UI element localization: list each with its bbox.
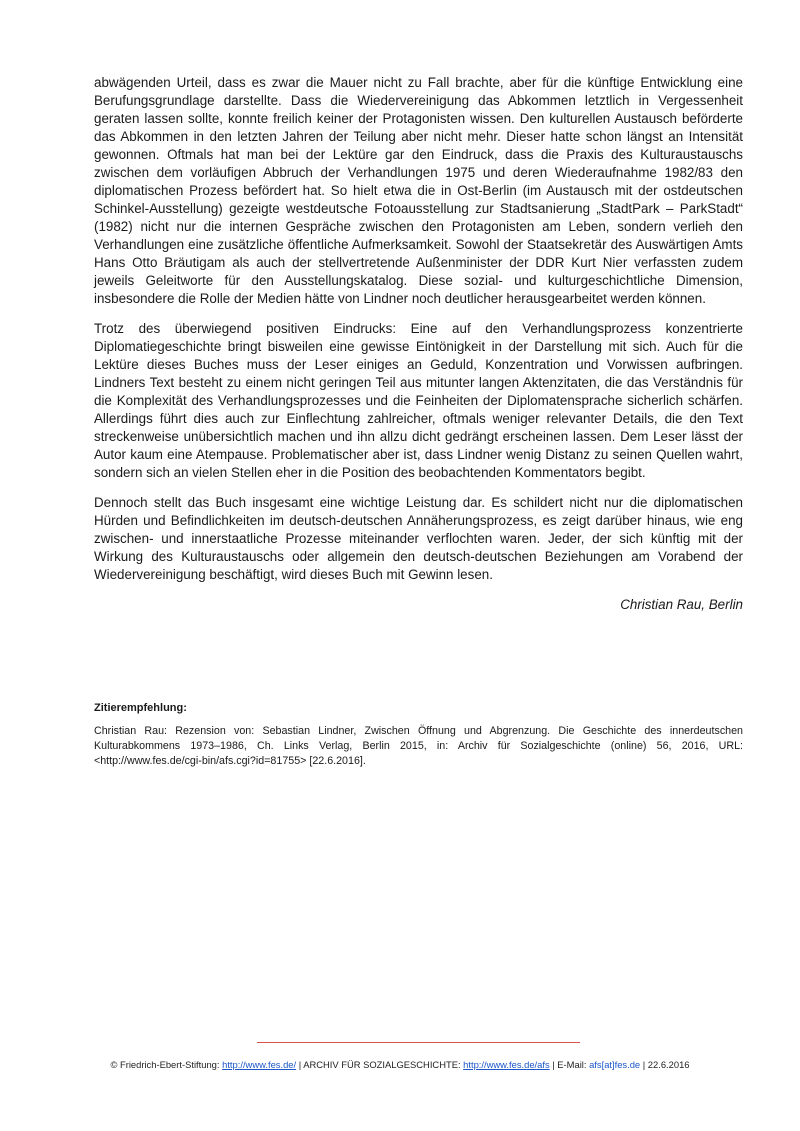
author-signature: Christian Rau, Berlin [620,597,743,612]
paragraph: abwägenden Urteil, dass es zwar die Mauer nicht zu Fall brachte, aber für die künftige Entwicklung eine Berufungsgrundlage darstellte. Dass die Wiedervereinigung das Abkommen letztlich in Vergessenheit geraten lassen sollte, konnte freilich keiner der Protagonisten wissen. Den kulturellen Austausch beförderte das Abkommen in den letzten Jahren der Teilung aber nicht mehr. Dieser hatte schon längst an Intensität gewonnen. Oftmals hat man bei der Lektüre gar den Eindruck, dass die Praxis des Kulturaustauschs zwischen dem vorläufigen Abbruch der Verhandlungen 1975 und deren Wiederaufnahme 1982/83 den diplomatischen Prozess befördert hat. So hielt etwa die in Ost-Berlin (im Austausch mit der ostdeutschen Schinkel-Ausstellung) gezeigte westdeutsche Fotoausstellung zur Stadtsanierung „StadtPark – ParkStadt“ (1982) nicht nur die internen Gespräche zwischen den Protagonisten am Leben, sondern verlieh den Verhandlungen eine zusätzliche öffentliche Aufmerksamkeit. Sowohl der Staatsekretär des Auswärtigen Amts Hans Otto Bräutigam als auch der stellvertretende Außenminister der DDR Kurt Nier verfassten zudem jeweils Geleitworte für den Ausstellungskatalog. Diese sozial- und kulturgeschichtliche Dimension, insbesondere die Rolle der Medien hätte von Lindner noch deutlicher herausgearbeitet werden können. [94,75,743,306]
citation-heading: Zitierempfehlung: [94,702,187,714]
footer-divider [257,1042,580,1043]
footer-email-label: | E-Mail: [549,1059,590,1070]
footer-copyright: © Friedrich-Ebert-Stiftung: [110,1059,223,1070]
footer-date: | 22.6.2016 [640,1059,690,1070]
footer-link-afs[interactable]: http://www.fes.de/afs [463,1059,550,1070]
citation-text: Christian Rau: Rezension von: Sebastian Lindner, Zwischen Öffnung und Abgrenzung. Die Geschichte des innerdeutschen Kulturabkommens 1973–1986, Ch. Links Verlag, Berlin 2015, in: Archiv für Sozialgeschichte (online) 56, 2016, URL: <http://www.fes.de/cgi-bin/afs.cgi?id=81755> [22.6.2016]. [94,725,743,767]
article-body [94,74,743,614]
page-footer [0,1059,800,1071]
footer-link-fes[interactable]: http://www.fes.de/ [222,1059,297,1070]
paragraph: Dennoch stellt das Buch insgesamt eine wichtige Leistung dar. Es schildert nicht nur die diplomatischen Hürden und Befindlichkeiten im deutsch-deutschen Annäherungsprozess, es zeigt darüber hinaus, wie eng zwischen- und innerstaatliche Prozesse miteinander verflochten waren. Jeder, der sich künftig mit der Wirkung des Kulturaustauschs oder allgemein den deutsch-deutschen Beziehungen am Vorabend der Wiedervereinigung beschäftigt, wird dieses Buch mit Gewinn lesen. [94,495,743,582]
paragraph: Trotz des überwiegend positiven Eindrucks: Eine auf den Verhandlungsprozess konzentrierte Diplomatiegeschichte bringt bisweilen eine gewisse Eintönigkeit in der Darstellung mit sich. Auch für die Lektüre dieses Buches muss der Leser einiges an Geduld, Konzentration und Vorwissen aufbringen. Lindners Text besteht zu einem nicht geringen Teil aus mitunter langen Aktenzitaten, die das Verständnis für die Komplexität des Verhandlungsprozesses und die Feinheiten der Diplomatensprache sicherlich schärfen. Allerdings führt dies auch zur Einflechtung zahlreicher, oftmals weniger relevanter Details, die den Text streckenweise unübersichtlich machen und ihn allzu dicht gedrängt erscheinen lassen. Dem Leser lässt der Autor kaum eine Atempause. Problematischer aber ist, dass Lindner wenig Distanz zu seinen Quellen wahrt, sondern sich an vielen Stellen eher in die Position des beobachtenden Kommentators begibt. [94,321,743,480]
footer-email-link[interactable]: afs[at]fes.de [589,1059,641,1070]
footer-archive-label: | ARCHIV FÜR SOZIALGESCHICHTE: [296,1059,464,1070]
citation-block [94,701,743,769]
